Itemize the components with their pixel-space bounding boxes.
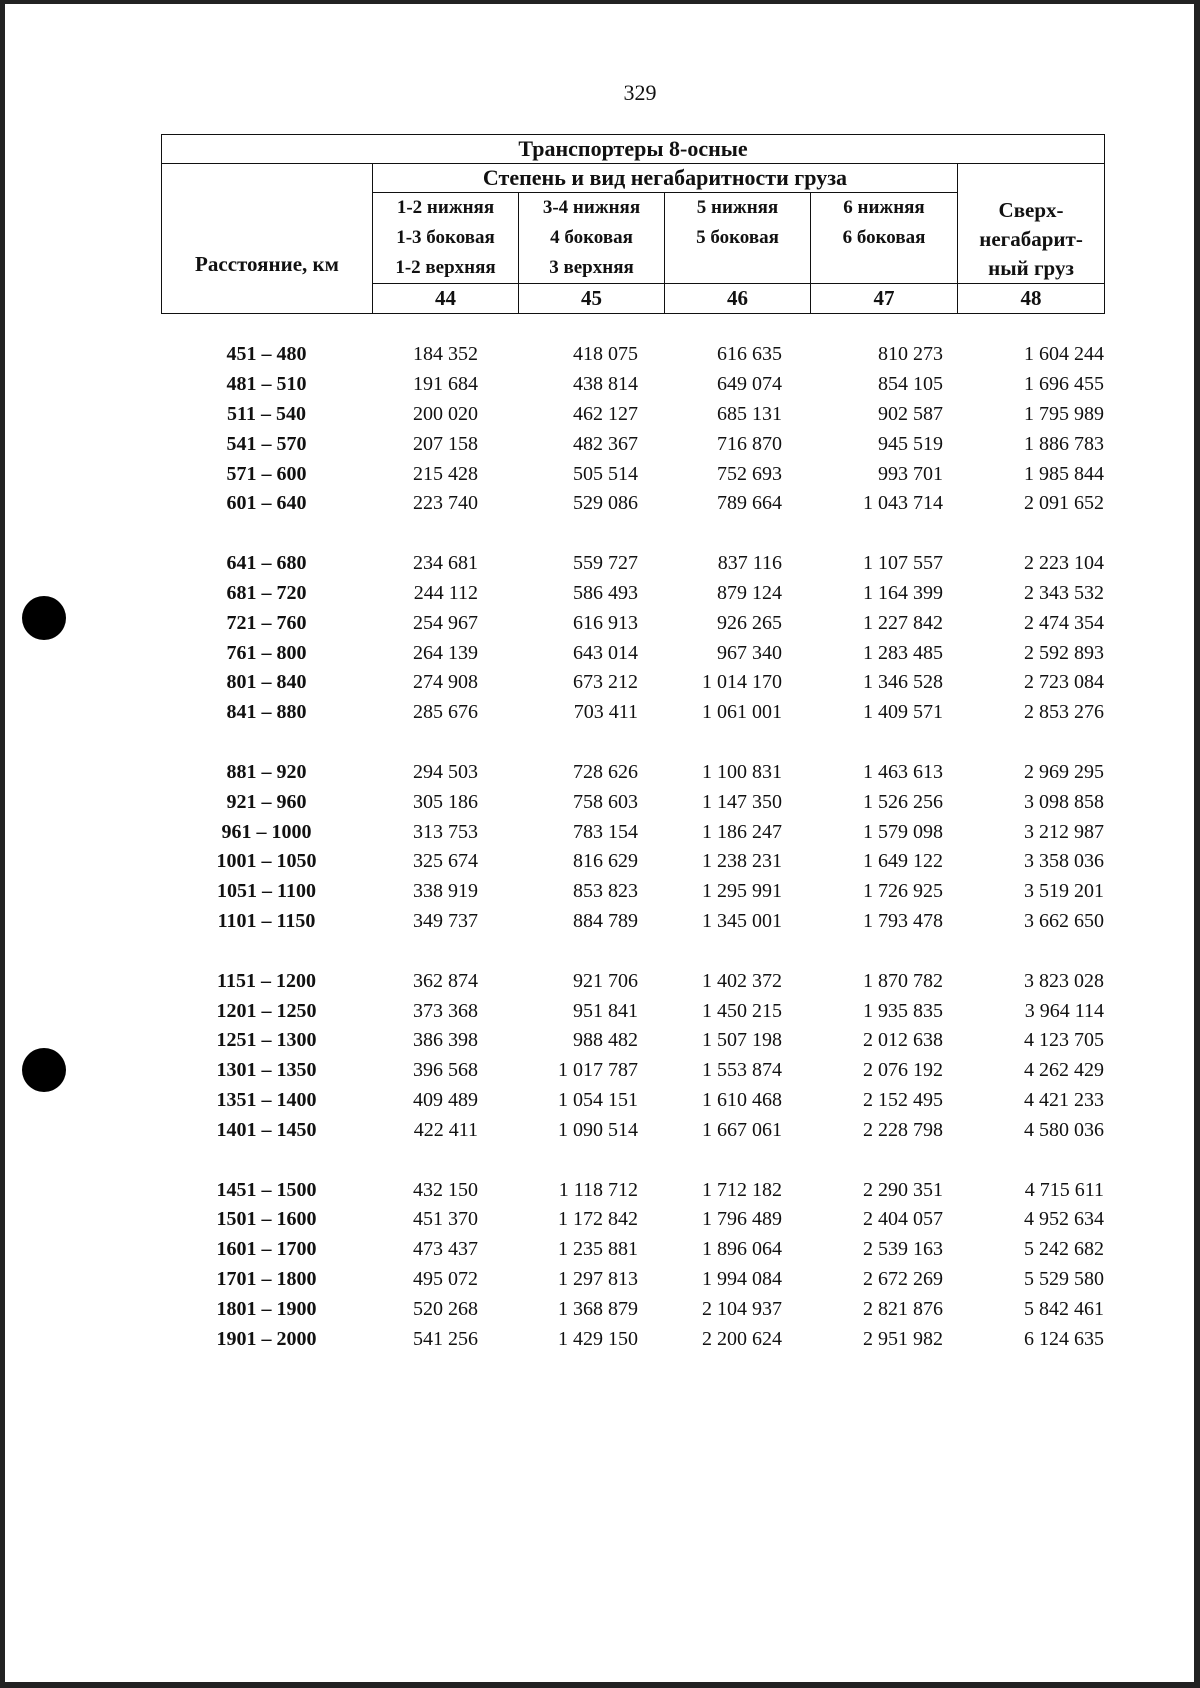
scan-border-left: [0, 0, 5, 1688]
table-row: [161, 400, 1104, 430]
tariff-value-cell: 728 626: [573, 760, 638, 783]
tariff-value-cell: 1 463 613: [863, 760, 943, 783]
tariff-value-cell: 1 553 874: [702, 1059, 782, 1082]
tariff-value-cell: 3 098 858: [1024, 790, 1104, 813]
table-row: [161, 1205, 1104, 1235]
tariff-value-cell: 2 152 495: [863, 1088, 943, 1111]
group-spacer-cell: [161, 1145, 1104, 1175]
column-header-47: [811, 193, 958, 284]
tariff-value-cell: 1 450 215: [702, 999, 782, 1022]
tariff-value-cell: 1 346 528: [863, 671, 943, 694]
distance-range-cell: 541 – 570: [226, 432, 307, 455]
tariff-value-cell: 2 076 192: [863, 1059, 943, 1082]
tariff-value-cell: 254 967: [413, 611, 478, 634]
group-spacer-cell: [161, 728, 1104, 758]
tariff-value-cell: 2 539 163: [863, 1238, 943, 1261]
tariff-value-cell: 1 043 714: [863, 492, 943, 515]
table-row: [161, 966, 1104, 996]
tariff-rows: [161, 340, 1104, 1354]
tariff-value-cell: 285 676: [413, 701, 478, 724]
table-row: [161, 1056, 1104, 1086]
tariff-value-cell: 783 154: [573, 820, 638, 843]
tariff-value-cell: 422 411: [413, 1118, 478, 1141]
tariff-value-cell: 495 072: [413, 1267, 478, 1290]
tariff-value-cell: 274 908: [413, 671, 478, 694]
table-row: [161, 638, 1104, 668]
table-header: [161, 134, 1105, 314]
tariff-value-cell: 854 105: [878, 373, 943, 396]
tariff-value-cell: 234 681: [413, 552, 478, 575]
tariff-value-cell: 3 358 036: [1024, 850, 1104, 873]
tariff-value-cell: 2 091 652: [1024, 492, 1104, 515]
tariff-value-cell: 215 428: [413, 462, 478, 485]
tariff-value-cell: 1 994 084: [702, 1267, 782, 1290]
tariff-value-cell: 2 104 937: [702, 1297, 782, 1320]
tariff-value-cell: 1 402 372: [702, 969, 782, 992]
distance-range-cell: 451 – 480: [226, 343, 307, 366]
table-row: [161, 489, 1104, 519]
tariff-value-cell: 716 870: [717, 432, 782, 455]
column-header-line: 5 боковая: [696, 227, 779, 248]
distance-range-cell: 601 – 640: [226, 492, 307, 515]
table-row: [161, 1324, 1104, 1354]
group-spacer: [161, 1145, 1104, 1175]
column-header-line: Сверх-: [998, 198, 1064, 222]
tariff-value-cell: 200 020: [413, 402, 478, 425]
tariff-value-cell: 926 265: [717, 611, 782, 634]
tariff-value-cell: 541 256: [413, 1327, 478, 1350]
tariff-value-cell: 3 823 028: [1024, 969, 1104, 992]
tariff-value-cell: 758 603: [573, 790, 638, 813]
table-row: [161, 877, 1104, 907]
table-row: [161, 996, 1104, 1026]
page-number: 329: [623, 80, 657, 105]
tariff-value-cell: 1 368 879: [558, 1297, 638, 1320]
table-row: [161, 758, 1104, 788]
table-row: [161, 847, 1104, 877]
punch-hole-upper: [22, 596, 66, 640]
tariff-value-cell: 396 568: [413, 1059, 478, 1082]
group-spacer: [161, 728, 1104, 758]
table-row: [161, 370, 1104, 400]
tariff-value-cell: 1 235 881: [558, 1238, 638, 1261]
tariff-value-cell: 409 489: [413, 1088, 478, 1111]
tariff-value-cell: 2 200 624: [702, 1327, 782, 1350]
tariff-value-cell: 902 587: [878, 402, 943, 425]
column-header-line: 4 боковая: [550, 227, 633, 248]
tariff-value-cell: 1 295 991: [702, 880, 782, 903]
table-row: [161, 1294, 1104, 1324]
tariff-value-cell: 1 297 813: [558, 1267, 638, 1290]
distance-range-cell: 1001 – 1050: [216, 850, 317, 873]
distance-range-cell: 681 – 720: [226, 581, 307, 604]
tariff-value-cell: 1 604 244: [1024, 343, 1104, 366]
tariff-value-cell: 993 701: [878, 462, 943, 485]
tariff-value-cell: 1 985 844: [1024, 462, 1104, 485]
tariff-value-cell: 529 086: [573, 492, 638, 515]
tariff-value-cell: 4 952 634: [1024, 1208, 1104, 1231]
tariff-value-cell: 4 580 036: [1024, 1118, 1104, 1141]
tariff-value-cell: 482 367: [573, 432, 638, 455]
tariff-value-cell: 223 740: [413, 492, 478, 515]
table-row: [161, 1115, 1104, 1145]
column-number-46: 46: [665, 284, 811, 314]
distance-range-cell: 641 – 680: [226, 552, 307, 575]
tariff-value-cell: 1 667 061: [702, 1118, 782, 1141]
tariff-value-cell: 1 870 782: [863, 969, 943, 992]
tariff-value-cell: 1 227 842: [863, 611, 943, 634]
tariff-value-cell: 1 164 399: [863, 581, 943, 604]
tariff-value-cell: 5 842 461: [1024, 1297, 1104, 1320]
tariff-value-cell: 1 712 182: [702, 1178, 782, 1201]
column-header-46: [665, 193, 811, 284]
tariff-value-cell: 853 823: [573, 880, 638, 903]
column-header-line: 1-2 нижняя: [396, 197, 495, 218]
column-header-45: [519, 193, 665, 284]
tariff-value-cell: 752 693: [717, 462, 782, 485]
tariff-value-cell: 462 127: [573, 402, 638, 425]
column-header-line: 5 нижняя: [696, 197, 779, 218]
tariff-value-cell: 5 529 580: [1024, 1267, 1104, 1290]
tariff-value-cell: 294 503: [413, 760, 478, 783]
distance-range-cell: 511 – 540: [227, 402, 306, 425]
column-number-44: 44: [373, 284, 519, 314]
tariff-value-cell: 789 664: [717, 492, 782, 515]
tariff-value-cell: 362 874: [413, 969, 478, 992]
tariff-value-cell: 1 796 489: [702, 1208, 782, 1231]
table-row: [161, 579, 1104, 609]
column-header-48: [958, 164, 1105, 284]
table-title: Транспортеры 8-осные: [162, 135, 1105, 164]
tariff-value-cell: 2 012 638: [863, 1029, 943, 1052]
tariff-value-cell: 184 352: [413, 343, 478, 366]
tariff-value-cell: 3 519 201: [1024, 880, 1104, 903]
tariff-value-cell: 1 610 468: [702, 1088, 782, 1111]
tariff-value-cell: 988 482: [573, 1029, 638, 1052]
table-row: [161, 787, 1104, 817]
tariff-value-cell: 2 951 982: [863, 1327, 943, 1350]
tariff-value-cell: 2 343 532: [1024, 581, 1104, 604]
tariff-value-cell: 703 411: [573, 701, 638, 724]
distance-range-cell: 1801 – 1900: [216, 1297, 317, 1320]
tariff-value-cell: 2 290 351: [863, 1178, 943, 1201]
tariff-value-cell: 1 017 787: [558, 1059, 638, 1082]
tariff-value-cell: 2 592 893: [1024, 641, 1104, 664]
tariff-value-cell: 1 238 231: [702, 850, 782, 873]
tariff-value-cell: 1 186 247: [702, 820, 782, 843]
tariff-value-cell: 2 672 269: [863, 1267, 943, 1290]
tariff-value-cell: 616 635: [717, 343, 782, 366]
tariff-value-cell: 520 268: [413, 1297, 478, 1320]
tariff-value-cell: 616 913: [573, 611, 638, 634]
tariff-value-cell: 1 172 842: [558, 1208, 638, 1231]
tariff-value-cell: 884 789: [573, 909, 638, 932]
distance-range-cell: 761 – 800: [226, 641, 307, 664]
tariff-value-cell: 1 696 455: [1024, 373, 1104, 396]
tariff-value-cell: 3 212 987: [1024, 820, 1104, 843]
tariff-value-cell: 879 124: [717, 581, 782, 604]
group-spacer-cell: [161, 936, 1104, 966]
tariff-value-cell: 4 123 705: [1024, 1029, 1104, 1052]
column-header-line: 3-4 нижняя: [542, 197, 641, 218]
distance-range-cell: 1501 – 1600: [216, 1208, 317, 1231]
tariff-value-cell: 1 283 485: [863, 641, 943, 664]
table-row: [161, 549, 1104, 579]
tariff-value-cell: 2 404 057: [863, 1208, 943, 1231]
tariff-value-cell: 4 421 233: [1024, 1088, 1104, 1111]
tariff-value-cell: 1 107 557: [863, 552, 943, 575]
distance-range-cell: 571 – 600: [226, 462, 307, 485]
table-row: [161, 698, 1104, 728]
tariff-value-cell: 1 014 170: [702, 671, 782, 694]
tariff-value-cell: 1 896 064: [702, 1238, 782, 1261]
tariff-value-cell: 1 649 122: [863, 850, 943, 873]
tariff-value-cell: 685 131: [717, 402, 782, 425]
tariff-value-cell: 586 493: [573, 581, 638, 604]
tariff-value-cell: 967 340: [717, 641, 782, 664]
group-spacer: [161, 519, 1104, 549]
group-spacer: [161, 936, 1104, 966]
group-spacer-cell: [161, 519, 1104, 549]
tariff-value-cell: 951 841: [573, 999, 638, 1022]
table-row: [161, 668, 1104, 698]
tariff-value-cell: 386 398: [413, 1029, 478, 1052]
distance-range-cell: 1251 – 1300: [216, 1029, 317, 1052]
column-header-line: 3 верхняя: [549, 257, 634, 278]
distance-range-cell: 961 – 1000: [221, 820, 312, 843]
distance-range-cell: 481 – 510: [226, 373, 307, 396]
tariff-value-cell: 559 727: [573, 552, 638, 575]
column-header-line: 6 нижняя: [843, 197, 925, 218]
distance-range-cell: 1051 – 1100: [217, 880, 316, 903]
column-header-44: [373, 193, 519, 284]
tariff-value-cell: 418 075: [573, 343, 638, 366]
tariff-value-cell: 305 186: [413, 790, 478, 813]
tariff-value-cell: 2 223 104: [1024, 552, 1104, 575]
punch-hole-lower: [22, 1048, 66, 1092]
table-row: [161, 1265, 1104, 1295]
tariff-table-body: [161, 340, 1104, 1354]
distance-range-cell: 881 – 920: [226, 760, 307, 783]
distance-range-cell: 1601 – 1700: [216, 1238, 317, 1261]
distance-range-cell: 721 – 760: [226, 611, 307, 634]
tariff-value-cell: 325 674: [413, 850, 478, 873]
tariff-value-cell: 373 368: [413, 999, 478, 1022]
oversize-degree-header: Степень и вид негабаритности груза: [373, 164, 958, 193]
distance-range-cell: 1101 – 1150: [217, 909, 316, 932]
tariff-value-cell: 1 793 478: [863, 909, 943, 932]
tariff-value-cell: 1 935 835: [863, 999, 943, 1022]
table-row: [161, 1235, 1104, 1265]
tariff-value-cell: 1 726 925: [863, 880, 943, 903]
tariff-value-cell: 2 821 876: [863, 1297, 943, 1320]
tariff-value-cell: 6 124 635: [1024, 1327, 1104, 1350]
tariff-value-cell: 5 242 682: [1024, 1238, 1104, 1261]
column-number-47: 47: [811, 284, 958, 314]
tariff-value-cell: 2 228 798: [863, 1118, 943, 1141]
tariff-value-cell: 2 474 354: [1024, 611, 1104, 634]
distance-range-cell: 1701 – 1800: [216, 1267, 317, 1290]
tariff-value-cell: 1 090 514: [558, 1118, 638, 1141]
tariff-value-cell: 1 886 783: [1024, 432, 1104, 455]
tariff-value-cell: 313 753: [413, 820, 478, 843]
tariff-value-cell: 1 118 712: [558, 1178, 638, 1201]
tariff-value-cell: 3 662 650: [1024, 909, 1104, 932]
tariff-value-cell: 4 715 611: [1024, 1178, 1104, 1201]
table-row: [161, 340, 1104, 370]
tariff-value-cell: 673 212: [573, 671, 638, 694]
tariff-value-cell: 451 370: [413, 1208, 478, 1231]
tariff-value-cell: 3 964 114: [1024, 999, 1104, 1022]
distance-range-cell: 921 – 960: [226, 790, 307, 813]
tariff-value-cell: 244 112: [413, 581, 478, 604]
tariff-value-cell: 191 684: [413, 373, 478, 396]
tariff-value-cell: 2 723 084: [1024, 671, 1104, 694]
tariff-value-cell: 1 526 256: [863, 790, 943, 813]
tariff-value-cell: 207 158: [413, 432, 478, 455]
distance-range-cell: 1401 – 1450: [216, 1118, 317, 1141]
tariff-value-cell: 1 147 350: [702, 790, 782, 813]
column-number-48: 48: [958, 284, 1105, 314]
distance-range-cell: 1301 – 1350: [216, 1059, 317, 1082]
table-row: [161, 429, 1104, 459]
tariff-value-cell: 1 579 098: [863, 820, 943, 843]
tariff-value-cell: 264 139: [413, 641, 478, 664]
tariff-value-cell: 1 429 150: [558, 1327, 638, 1350]
scan-border-right: [1194, 0, 1200, 1688]
table-row: [161, 1175, 1104, 1205]
distance-column-header: Расстояние, км: [162, 164, 373, 314]
tariff-value-cell: 2 969 295: [1024, 760, 1104, 783]
table-row: [161, 1026, 1104, 1056]
tariff-value-cell: 1 061 001: [702, 701, 782, 724]
distance-range-cell: 841 – 880: [226, 701, 307, 724]
column-header-line: 6 боковая: [842, 227, 926, 248]
tariff-value-cell: 1 345 001: [702, 909, 782, 932]
tariff-value-cell: 2 853 276: [1024, 701, 1104, 724]
distance-range-cell: 1151 – 1200: [217, 969, 316, 992]
table-row: [161, 907, 1104, 937]
tariff-value-cell: 473 437: [413, 1238, 478, 1261]
column-number-45: 45: [519, 284, 665, 314]
table-row: [161, 459, 1104, 489]
distance-range-cell: 1901 – 2000: [216, 1327, 317, 1350]
tariff-value-cell: 945 519: [878, 432, 943, 455]
tariff-value-cell: 649 074: [717, 373, 782, 396]
distance-range-cell: 801 – 840: [226, 671, 307, 694]
tariff-value-cell: 338 919: [413, 880, 478, 903]
tariff-value-cell: 438 814: [573, 373, 638, 396]
tariff-value-cell: 1 507 198: [702, 1029, 782, 1052]
tariff-value-cell: 505 514: [573, 462, 638, 485]
tariff-value-cell: 1 795 989: [1024, 402, 1104, 425]
column-header-line: негабарит-: [979, 227, 1083, 251]
tariff-value-cell: 921 706: [573, 969, 638, 992]
scan-border-top: [0, 0, 1200, 4]
tariff-value-cell: 1 100 831: [702, 760, 782, 783]
distance-range-cell: 1351 – 1400: [216, 1088, 317, 1111]
distance-range-cell: 1201 – 1250: [216, 999, 317, 1022]
column-header-line: 1-2 верхняя: [395, 257, 496, 278]
table-row: [161, 817, 1104, 847]
tariff-value-cell: 349 737: [413, 909, 478, 932]
tariff-value-cell: 1 054 151: [558, 1088, 638, 1111]
tariff-value-cell: 432 150: [413, 1178, 478, 1201]
column-header-line: 1-3 боковая: [396, 227, 495, 248]
tariff-value-cell: 810 273: [878, 343, 943, 366]
table-row: [161, 1086, 1104, 1116]
scan-border-bottom: [0, 1682, 1200, 1688]
distance-range-cell: 1451 – 1500: [216, 1178, 317, 1201]
tariff-value-cell: 816 629: [573, 850, 638, 873]
tariff-value-cell: 1 409 571: [863, 701, 943, 724]
tariff-value-cell: 643 014: [573, 641, 638, 664]
column-header-line: ный груз: [988, 256, 1074, 280]
tariff-value-cell: 4 262 429: [1024, 1059, 1104, 1082]
table-row: [161, 608, 1104, 638]
tariff-value-cell: 837 116: [717, 552, 782, 575]
